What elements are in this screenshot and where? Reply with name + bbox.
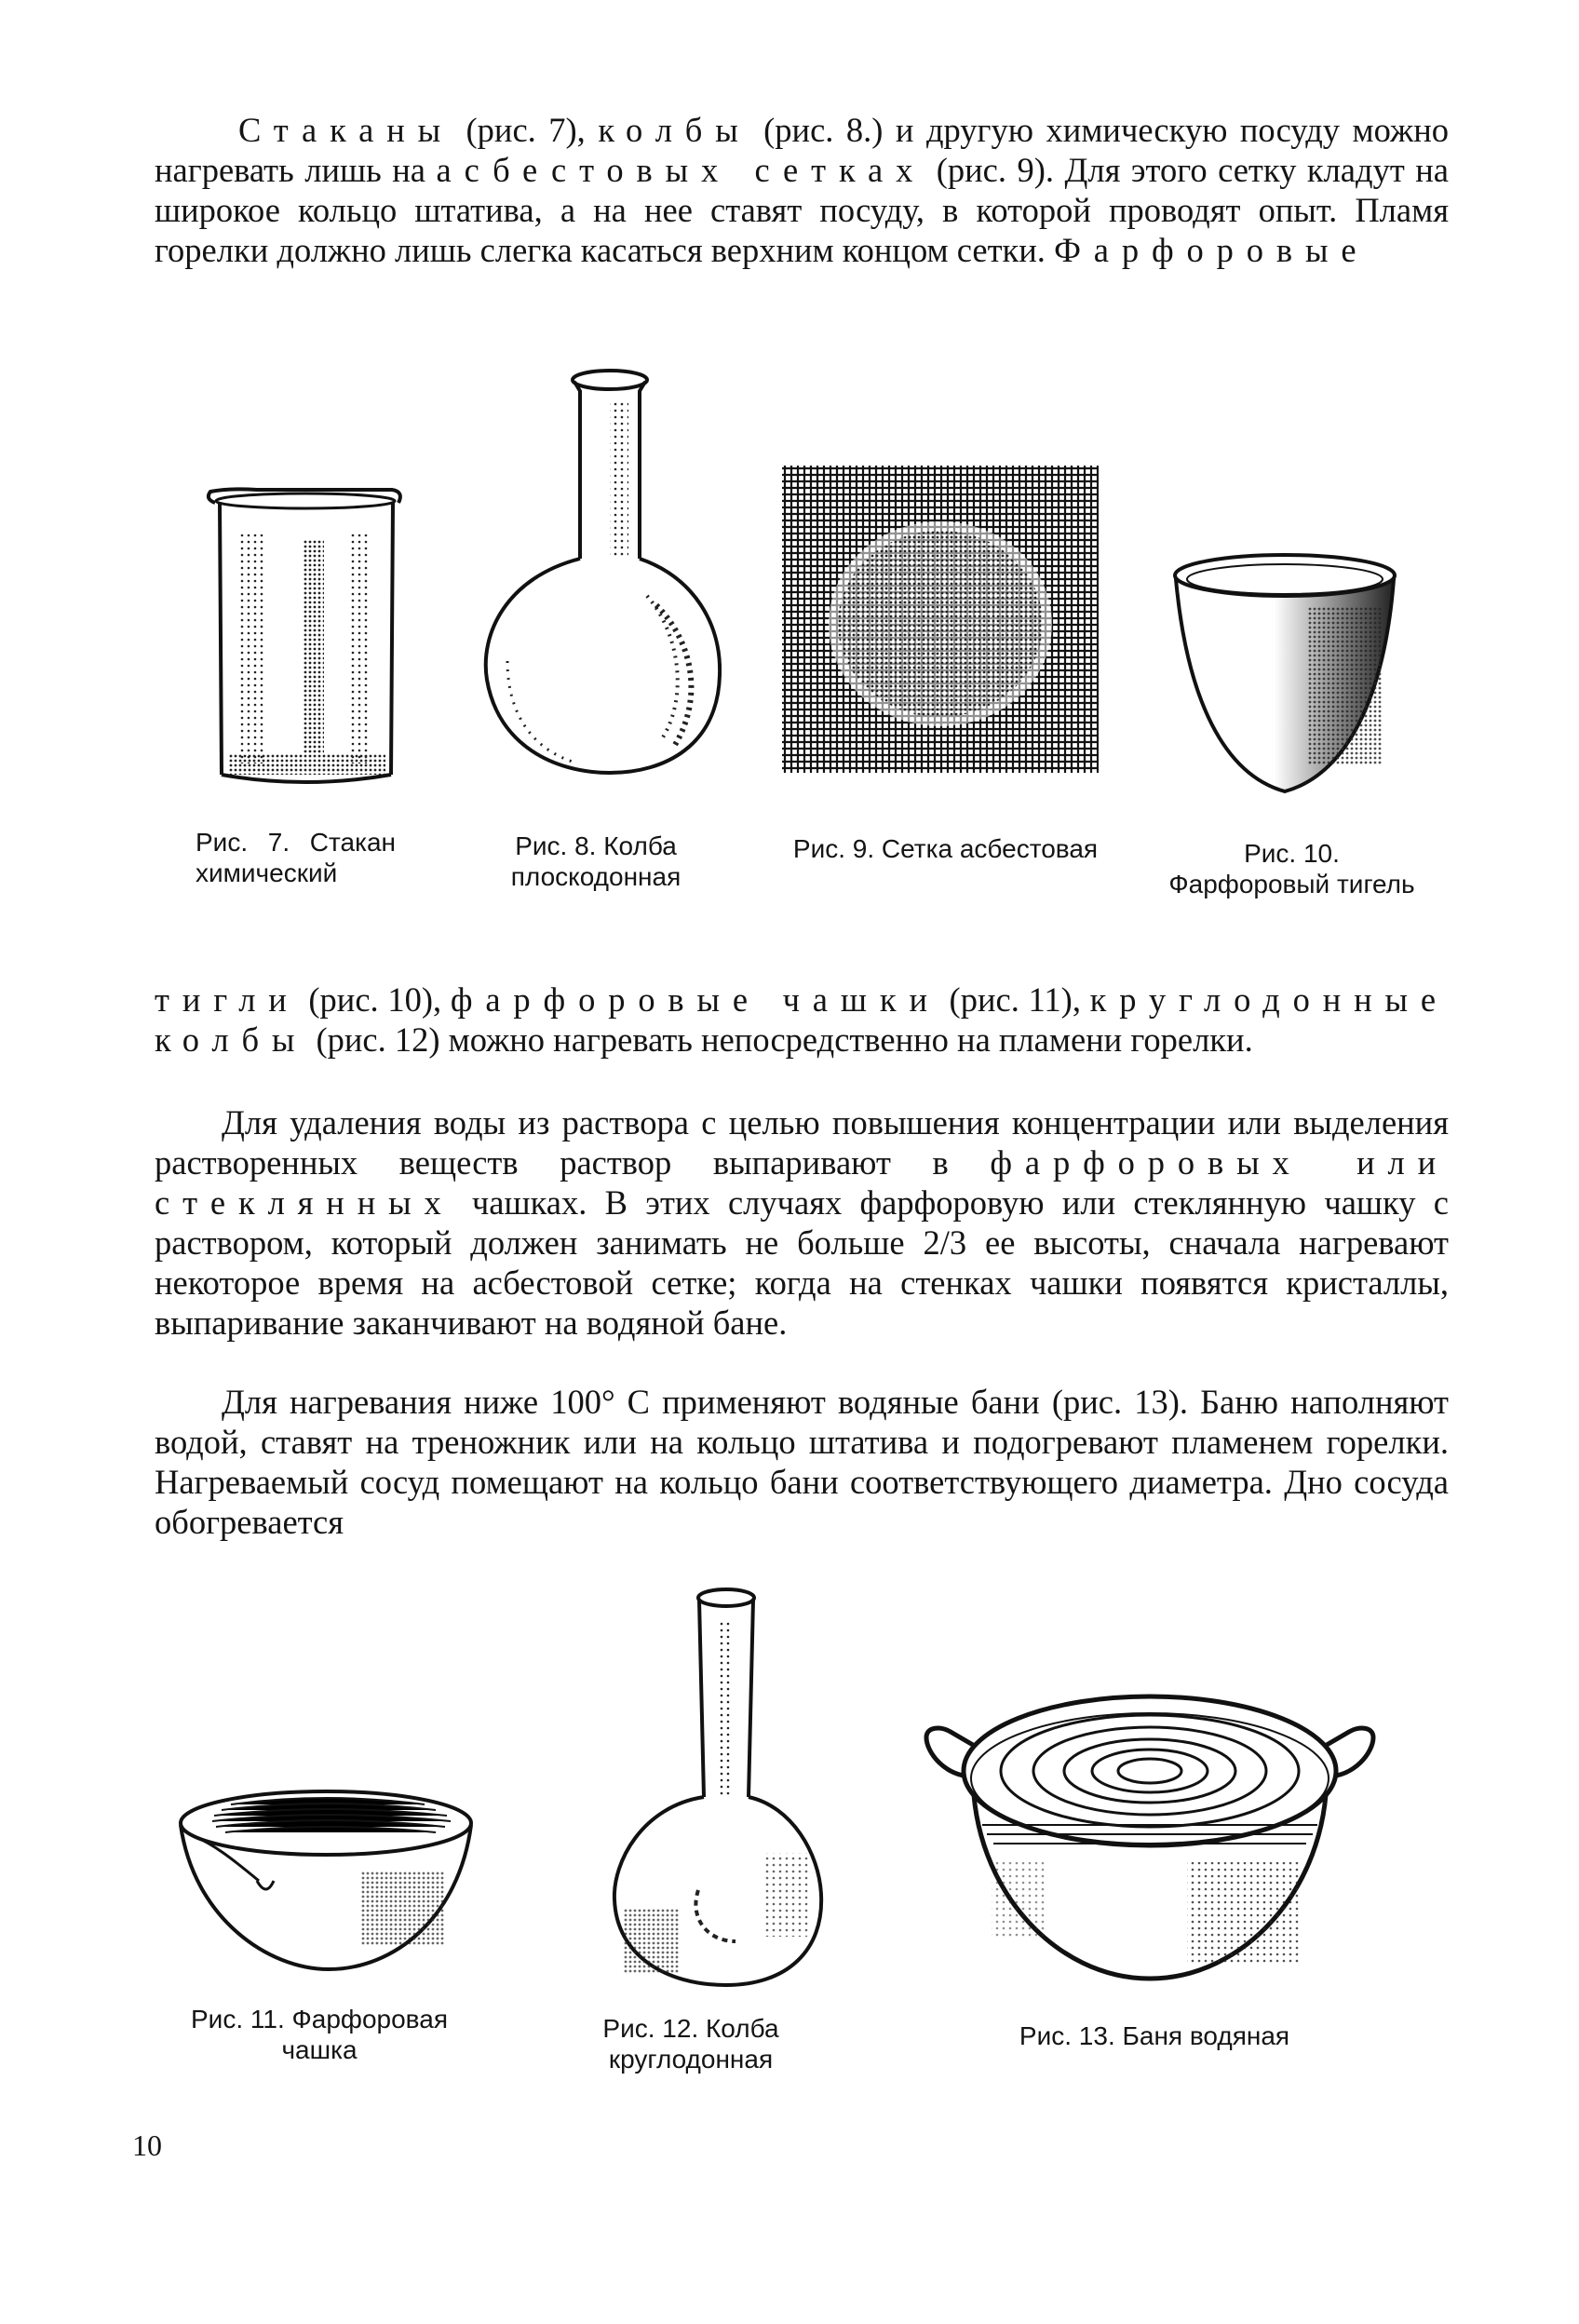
spaced-term: колбы: [598, 111, 751, 149]
asbestos-gauze-figure: [782, 466, 1099, 773]
spaced-term: фарфоровые чашки: [450, 980, 940, 1019]
caption-fig8: Рис. 8. Колба плоскодонная: [510, 831, 682, 891]
caption-fig11: Рис. 11. Фарфоровая чашка: [191, 2005, 448, 2064]
page-number: 10: [132, 2128, 162, 2162]
spaced-term: тигли: [155, 980, 300, 1019]
spaced-term: круглодонные колбы: [155, 980, 1449, 1059]
caption-fig7: Рис. 7. Стакан химический: [196, 828, 396, 887]
caption-fig13: Рис. 13. Баня водяная: [1019, 2021, 1290, 2050]
spaced-term: Стаканы: [238, 111, 453, 149]
spaced-term: Фарфоровые: [1054, 231, 1370, 269]
caption-fig9: Рис. 9. Сетка асбестовая: [792, 834, 1099, 863]
caption-fig12: Рис. 12. Колба круглодонная: [602, 2014, 779, 2074]
paragraph-evaporation: Для удаления воды из раствора с целью повышения концентрации или выделения растворенных веществ раствор выпаривают в фарфоровых или стеклянных чашках. В этих случаях фарфоровую или стеклянную чашку с раствором, который должен занимать не больше 2/3 ее высоты, сначала нагревают некоторое время на асбестовой сетке; когда на стенках чашки появятся кристаллы, выпаривание заканчивают на водяной бане.: [155, 1103, 1449, 1342]
flat-bottom-flask-figure: [470, 363, 722, 777]
caption-fig10: Рис. 10. Фарфоровый тигель: [1168, 839, 1415, 899]
paragraph-direct-heating: тигли (рис. 10), фарфоровые чашки (рис. 11), круглодонные колбы (рис. 12) можно нагревать непосредственно на пламени горелки.: [155, 980, 1449, 1059]
water-bath-figure: [917, 1685, 1378, 1983]
evaporating-dish-figure: [175, 1788, 478, 1974]
spaced-term: асбестовых сетках: [436, 151, 926, 189]
crucible-figure: [1168, 551, 1401, 803]
beaker-figure: [201, 475, 415, 796]
round-bottom-flask-figure: [596, 1583, 829, 1993]
spaced-term: фарфоровых или стеклянных: [155, 1143, 1449, 1222]
paragraph-beakers-flasks: Стаканы (рис. 7), колбы (рис. 8.) и другую химическую посуду можно нагревать лишь на асбестовых сетках (рис. 9). Для этого сетку кладут на широкое кольцо штатива, а на нее ставят посуду, в которой проводят опыт. Пламя горелки должно лишь слегка касаться верхним концом сетки. Фарфоровые: [155, 111, 1450, 269]
paragraph-water-bath: Для нагревания ниже 100° С применяют водяные бани (рис. 13). Баню наполняют водой, ставят на треножник или на кольцо штатива и подогревают пламенем горелки. Нагреваемый сосуд помещают на кольцо бани соответствующего диаметра. Дно сосуда обогревается: [155, 1383, 1449, 1541]
